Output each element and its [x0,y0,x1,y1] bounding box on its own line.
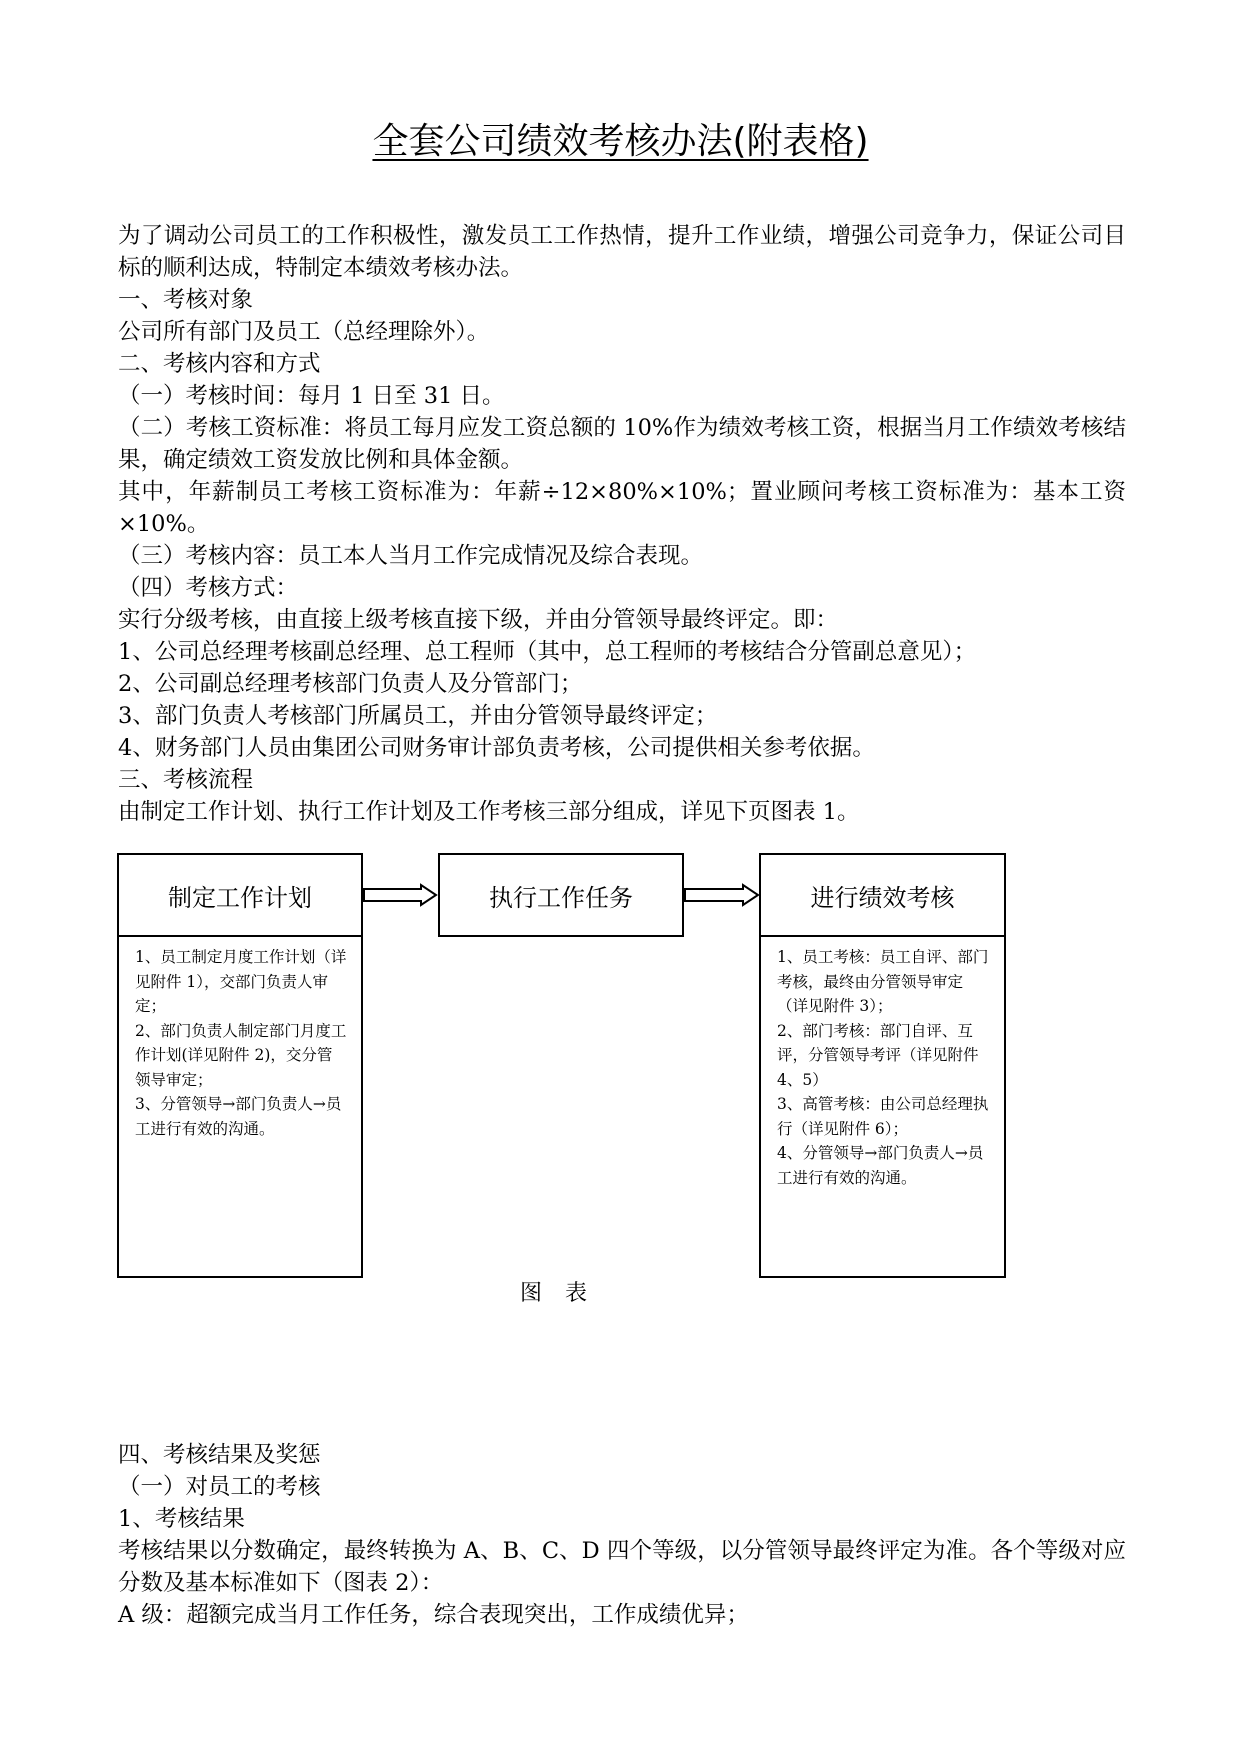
flow-note: 4、分管领导→部门负责人→员工进行有效的沟通。 [777,1144,984,1187]
document-title [0,118,1241,166]
paragraph: （一）考核时间：每月 1 日至 31 日。 [118,383,505,409]
flow-step-evaluate [759,853,1006,1278]
flow-note: 1、员工考核：员工自评、部门考核，最终由分管领导审定（详见附件 3）； [777,948,989,1015]
paragraph: （三）考核内容：员工本人当月工作完成情况及综合表现。 [118,543,704,569]
flow-step-plan-body [119,935,361,1141]
flow-step-plan [117,853,363,1278]
document-title-text: 全套公司绩效考核办法(附表格) [372,121,869,162]
flow-step-execute-title: 执行工作任务 [489,883,633,912]
flow-step-plan-title-text: 制定工作计划 [168,883,312,912]
flow-step-plan-title [117,853,363,937]
paragraph: 实行分级考核，由直接上级考核直接下级，并由分管领导最终评定。即： [118,607,839,633]
flow-step-evaluate-title-text: 进行绩效考核 [810,883,955,912]
section-heading: 三、考核流程 [118,767,254,793]
flow-step-evaluate-title [759,853,1006,937]
paragraph: A 级：超额完成当月工作任务，综合表现突出，工作成绩优异； [118,1602,749,1628]
double-arrow-icon [684,883,760,907]
paragraph: 为了调动公司员工的工作积极性，激发员工工作热情，提升工作业绩，增强公司竞争力，保证公司目标的顺利达成，特制定本绩效考核办法。 [118,223,1126,281]
figure-caption: 图 表 [520,1281,595,1306]
list-item: 4、财务部门人员由集团公司财务审计部负责考核，公司提供相关参考依据。 [118,735,875,761]
paragraph: （四）考核方式： [118,575,299,601]
flow-note: 2、部门负责人制定部门月度工作计划(详见附件 2)，交分管领导审定； [135,1021,347,1089]
paragraph: 由制定工作计划、执行工作计划及工作考核三部分组成，详见下页图表 1。 [118,799,860,825]
paragraph: 其中，年薪制员工考核工资标准为：年薪÷12×80%×10%；置业顾问考核工资标准为：基本工资×10%。 [118,479,1126,537]
flow-step-evaluate-body [761,935,1004,1190]
intro-section [118,220,1126,828]
flow-note: 3、高管考核：由公司总经理执行（详见附件 6）； [777,1095,989,1138]
paragraph: 公司所有部门及员工（总经理除外）。 [118,319,490,345]
paragraph: 考核结果以分数确定，最终转换为 A、B、C、D 四个等级，以分管领导最终评定为准。各个等级对应分数及基本标准如下（图表 2）： [118,1538,1126,1596]
list-item: 2、公司副总经理考核部门负责人及分管部门； [118,671,583,697]
flow-note: 2、部门考核：部门自评、互评，分管领导考评（详见附件 4、5） [777,1021,979,1089]
section-heading: 二、考核内容和方式 [118,351,321,377]
subsection-heading: （一）对员工的考核 [118,1474,321,1500]
results-section [118,1439,1126,1631]
section-heading: 一、考核对象 [118,287,254,313]
flow-step-execute [438,853,684,937]
flow-note: 3、分管领导→部门负责人→员工进行有效的沟通。 [135,1095,342,1138]
double-arrow-icon [363,883,438,907]
subsection-heading: 1、考核结果 [118,1506,245,1532]
paragraph: （二）考核工资标准：将员工每月应发工资总额的 10%作为绩效考核工资，根据当月工作绩效考核结果，确定绩效工资发放比例和具体金额。 [118,415,1126,473]
flow-note: 1、员工制定月度工作计划（详见附件 1），交部门负责人审定； [135,948,347,1015]
list-item: 3、部门负责人考核部门所属员工，并由分管领导最终评定； [118,703,718,729]
list-item: 1、公司总经理考核副总经理、总工程师（其中，总工程师的考核结合分管副总意见）； [118,639,977,665]
section-heading: 四、考核结果及奖惩 [118,1442,321,1468]
